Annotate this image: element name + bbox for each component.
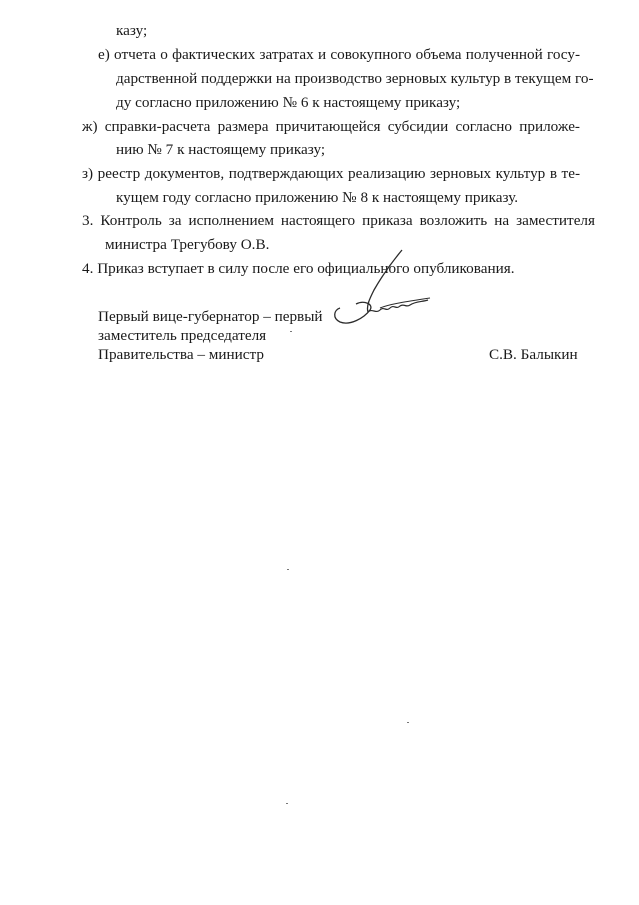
text-line-5: ж) справки-расчета размера причитающейся субсидии согласно приложе-	[82, 118, 580, 135]
signatory-name: С.В. Балыкин	[489, 346, 578, 363]
text-line-9: 3. Контроль за исполнением настоящего приказа возложить на заместителя	[82, 212, 595, 229]
text-line-8: кущем году согласно приложению № 8 к настоящему приказу.	[116, 189, 519, 206]
text-line-3: дарственной поддержки на производство зерновых культур в текущем го-	[116, 70, 594, 87]
text-line-6: нию № 7 к настоящему приказу;	[116, 141, 326, 158]
text-line-7: з) реестр документов, подтверждающих реализацию зерновых культур в те-	[82, 165, 580, 182]
handwritten-signature	[330, 248, 440, 328]
text-line-11: 4. Приказ вступает в силу после его официального опубликования.	[82, 260, 515, 277]
text-line-10: министра Трегубову О.В.	[105, 236, 270, 253]
text-line-2: е) отчета о фактических затратах и совокупного объема полученной госу-	[98, 46, 580, 63]
signatory-title-line-3: Правительства – министр	[98, 346, 264, 363]
scan-speck	[290, 331, 292, 332]
signatory-title-line-2: заместитель председателя	[98, 327, 267, 344]
scan-speck	[287, 569, 289, 570]
text-line-4: ду согласно приложению № 6 к настоящему приказу;	[116, 94, 461, 111]
scan-speck	[286, 803, 288, 804]
text-line-1: казу;	[116, 22, 148, 39]
scan-speck	[407, 722, 409, 723]
signatory-title-line-1: Первый вице-губернатор – первый	[98, 308, 323, 325]
